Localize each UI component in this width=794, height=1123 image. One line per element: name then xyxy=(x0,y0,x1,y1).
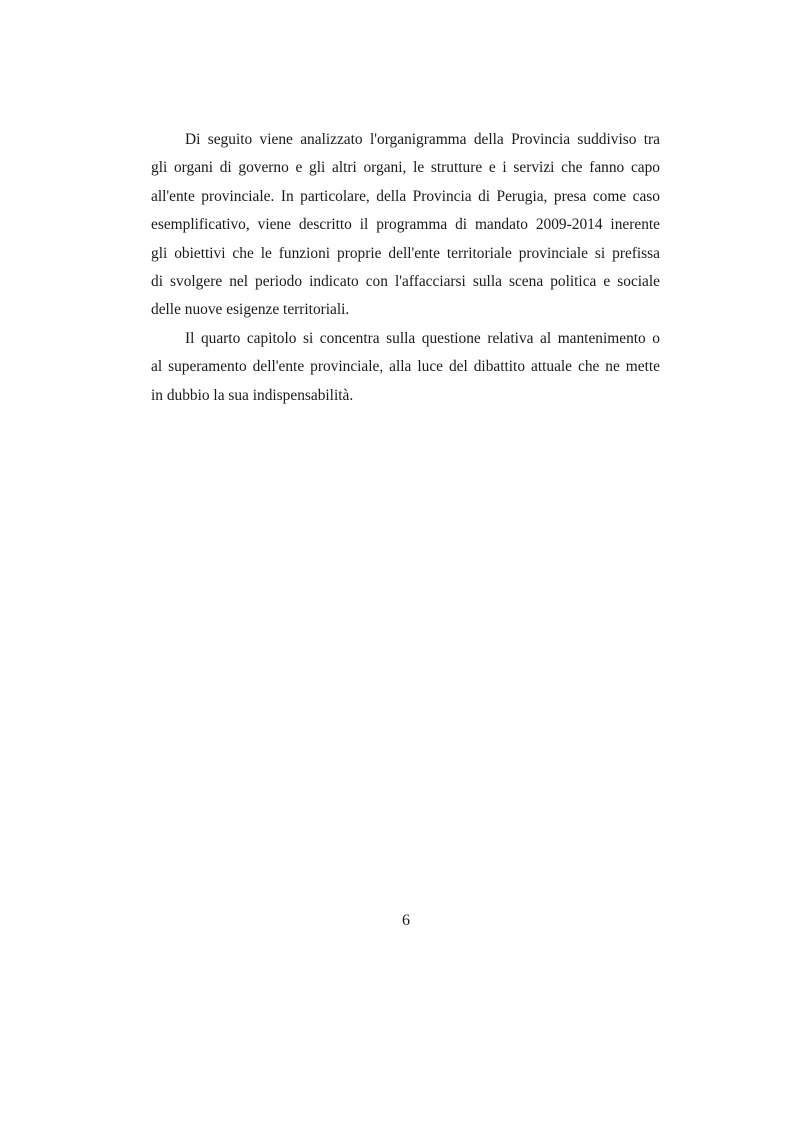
paragraph-1 xyxy=(151,126,660,325)
paragraph-line: di svolgere nel periodo indicato con l'affacciarsi sulla scena politica e sociale xyxy=(151,272,660,290)
body-text xyxy=(151,126,660,410)
paragraph-line: esemplificativo, viene descritto il programma di mandato 2009-2014 inerente xyxy=(151,216,660,234)
paragraph-line: all'ente provinciale. In particolare, della Provincia di Perugia, presa come caso xyxy=(151,187,660,205)
paragraph-line: Il quarto capitolo si concentra sulla questione relativa al mantenimento o xyxy=(185,329,660,347)
paragraph-line: gli organi di governo e gli altri organi, le strutture e i servizi che fanno capo xyxy=(151,159,660,177)
paragraph-2 xyxy=(151,325,660,410)
paragraph-line: delle nuove esigenze territoriali. xyxy=(151,301,350,319)
paragraph-line: al superamento dell'ente provinciale, alla luce del dibattito attuale che ne mette xyxy=(151,358,660,376)
paragraph-line: gli obiettivi che le funzioni proprie dell'ente territoriale provinciale si prefissa xyxy=(151,244,660,262)
paragraph-line: in dubbio la sua indispensabilità. xyxy=(151,386,354,404)
page-number: 6 xyxy=(402,912,410,929)
paragraph-line: Di seguito viene analizzato l'organigramma della Provincia suddiviso tra xyxy=(185,131,660,148)
